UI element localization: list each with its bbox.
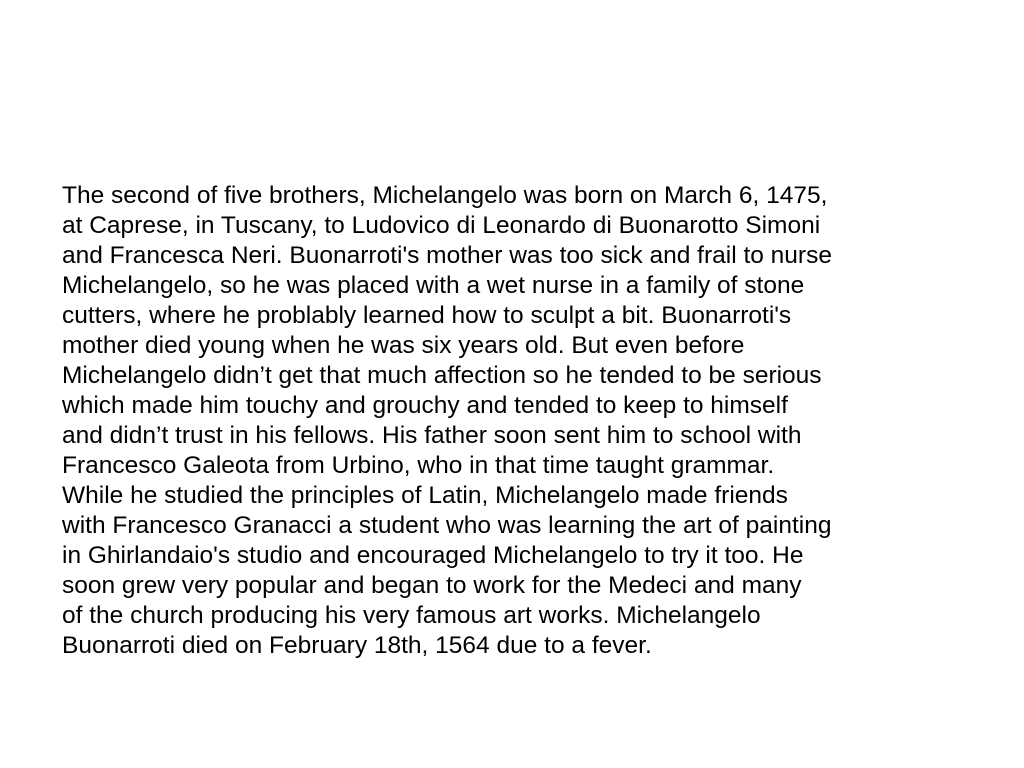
text-line: in Ghirlandaio's studio and encouraged Michelangelo to try it too. He bbox=[62, 542, 804, 569]
text-line: Michelangelo didn’t get that much affection so he tended to be serious bbox=[62, 362, 822, 389]
body-text bbox=[62, 181, 982, 661]
text-line: Michelangelo, so he was placed with a wet nurse in a family of stone bbox=[62, 272, 805, 299]
text-line: of the church producing his very famous art works. Michelangelo bbox=[62, 602, 761, 629]
text-line: Buonarroti died on February 18th, 1564 due to a fever. bbox=[62, 632, 652, 659]
text-line: mother died young when he was six years old. But even before bbox=[62, 332, 745, 359]
text-line: and Francesca Neri. Buonarroti's mother was too sick and frail to nurse bbox=[62, 242, 832, 269]
text-line: which made him touchy and grouchy and tended to keep to himself bbox=[62, 392, 788, 419]
text-line: with Francesco Granacci a student who was learning the art of painting bbox=[62, 512, 832, 539]
text-line: cutters, where he problably learned how to sculpt a bit. Buonarroti's bbox=[62, 302, 792, 329]
text-line: Francesco Galeota from Urbino, who in that time taught grammar. bbox=[62, 452, 775, 479]
text-line: soon grew very popular and began to work for the Medeci and many bbox=[62, 572, 802, 599]
text-line: at Caprese, in Tuscany, to Ludovico di Leonardo di Buonarotto Simoni bbox=[62, 212, 821, 239]
text-line: While he studied the principles of Latin, Michelangelo made friends bbox=[62, 482, 788, 509]
text-line: and didn’t trust in his fellows. His father soon sent him to school with bbox=[62, 422, 802, 449]
text-line: The second of five brothers, Michelangelo was born on March 6, 1475, bbox=[62, 182, 828, 209]
